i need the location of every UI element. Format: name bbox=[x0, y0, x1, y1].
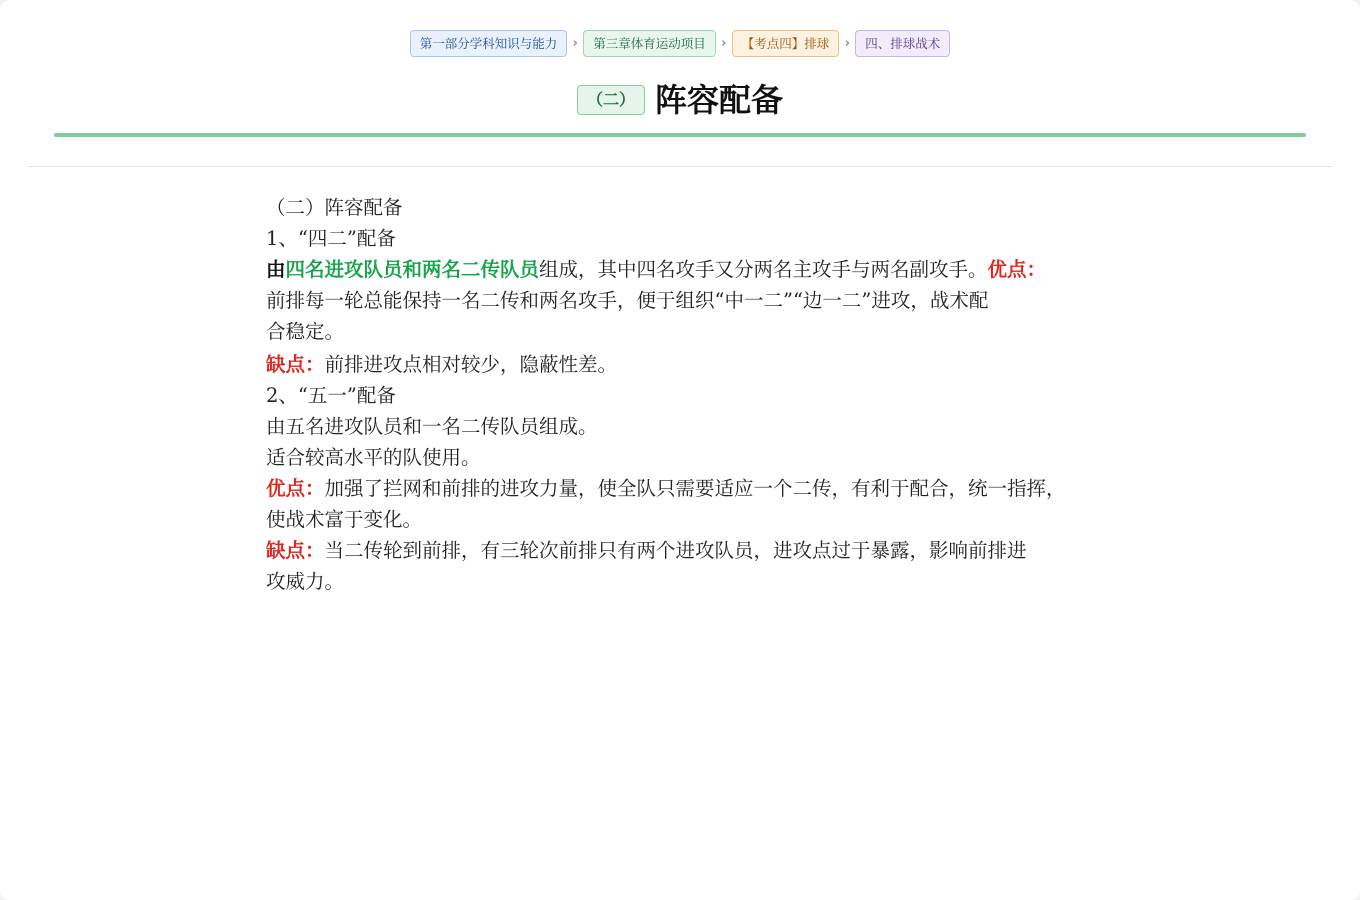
title-underline bbox=[54, 133, 1306, 137]
section-2-disadvantage-line-2: 攻威力。 bbox=[266, 570, 345, 593]
section-1-disadvantage bbox=[266, 349, 1126, 380]
section-1-rest: 组成，其中四名攻手又分两名主攻手与两名副攻手。 bbox=[539, 258, 988, 281]
section-1-heading: 1、“四二”配备 bbox=[266, 227, 396, 250]
section-2-line-2: 适合较高水平的队使用。 bbox=[266, 446, 481, 469]
breadcrumb-item-part[interactable]: 第一部分学科知识与能力 bbox=[410, 30, 568, 57]
section-1-highlight: 四名进攻队员和两名二传队员 bbox=[285, 258, 540, 281]
section-1-composition bbox=[266, 254, 1126, 285]
section-2-line-1: 由五名进攻队员和一名二传队员组成。 bbox=[266, 415, 598, 438]
breadcrumb-item-chapter[interactable]: 第三章体育运动项目 bbox=[583, 30, 716, 57]
section-1-prefix: 由 bbox=[266, 258, 286, 281]
article-content bbox=[266, 192, 1126, 597]
section-2-advantage-label: 优点： bbox=[266, 477, 325, 500]
page-title bbox=[0, 80, 1360, 120]
title-badge: （二） bbox=[577, 85, 645, 115]
breadcrumb bbox=[0, 30, 1360, 57]
content-heading: （二）阵容配备 bbox=[266, 196, 403, 219]
chevron-right-icon: › bbox=[721, 36, 727, 51]
section-1-disadvantage-label: 缺点： bbox=[266, 353, 325, 376]
divider bbox=[28, 166, 1332, 167]
section-2-advantage-text: 加强了拦网和前排的进攻力量，使全队只需要适应一个二传，有利于配合，统一指挥， bbox=[324, 477, 1066, 500]
section-1-advantage-line-1: 前排每一轮总能保持一名二传和两名攻手，便于组织“中一二”“边一二”进攻，战术配 bbox=[266, 289, 989, 312]
chevron-right-icon: › bbox=[844, 36, 850, 51]
chevron-right-icon: › bbox=[572, 36, 578, 51]
section-1-advantage-label: 优点： bbox=[987, 258, 1047, 281]
section-2-advantage-line-2: 使战术富于变化。 bbox=[266, 508, 423, 531]
breadcrumb-item-section[interactable]: 四、排球战术 bbox=[855, 30, 950, 57]
section-2-disadvantage bbox=[266, 535, 1126, 566]
section-2-heading: 2、“五一”配备 bbox=[266, 384, 396, 407]
section-1-disadvantage-text: 前排进攻点相对较少，隐蔽性差。 bbox=[324, 353, 618, 376]
section-1-advantage-line-2: 合稳定。 bbox=[266, 320, 345, 343]
breadcrumb-item-topic[interactable]: 【考点四】排球 bbox=[732, 30, 840, 57]
section-2-disadvantage-text: 当二传轮到前排，有三轮次前排只有两个进攻队员，进攻点过于暴露，影响前排进 bbox=[324, 539, 1027, 562]
title-text: 阵容配备 bbox=[654, 81, 783, 119]
section-2-disadvantage-label: 缺点： bbox=[266, 539, 325, 562]
section-2-advantage bbox=[266, 473, 1126, 504]
